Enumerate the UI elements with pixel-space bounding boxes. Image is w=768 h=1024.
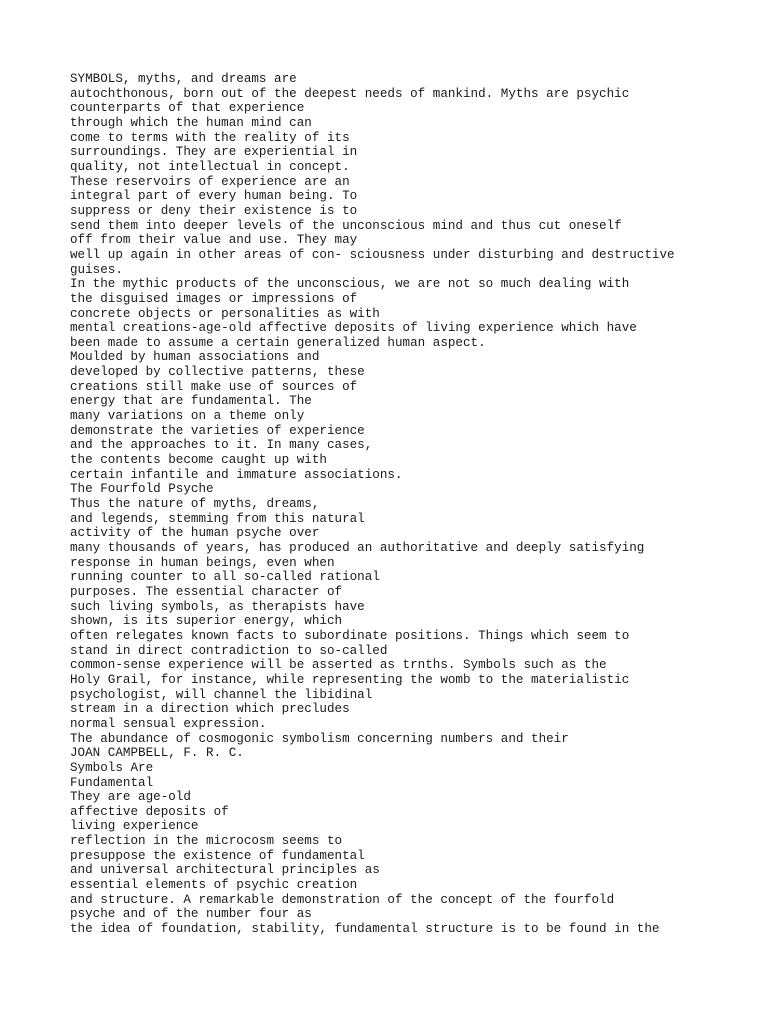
text-line: SYMBOLS, myths, and dreams are [70, 72, 297, 86]
text-line: presuppose the existence of fundamental [70, 848, 365, 863]
document-page [70, 72, 768, 937]
text-line: Thus the nature of myths, dreams, [70, 497, 320, 512]
text-line: through which the human mind can [70, 115, 312, 130]
text-line: Fundamental [70, 775, 154, 790]
text-line: JOAN CAMPBELL, F. R. C. [70, 746, 244, 761]
text-line: and universal architectural principles as [70, 863, 380, 878]
text-line: well up again in other areas of con- sciousness under disturbing and destructive [70, 247, 675, 262]
text-line: activity of the human psyche over [70, 526, 320, 541]
text-line: response in human beings, even when [70, 555, 335, 570]
text-line: the contents become caught up with [70, 453, 327, 468]
text-line: essential elements of psychic creation [70, 878, 358, 893]
text-line: These reservoirs of experience are an [70, 174, 350, 189]
text-line: energy that are fundamental. The [70, 394, 312, 409]
text-line: the idea of foundation, stability, fundamental structure is to be found in the [70, 922, 660, 937]
text-line: often relegates known facts to subordinate positions. Things which seem to [70, 628, 630, 643]
text-line: send them into deeper levels of the unconscious mind and thus cut oneself [70, 218, 622, 233]
text-line: many variations on a theme only [70, 409, 305, 424]
text-line: Holy Grail, for instance, while representing the womb to the materialistic [70, 672, 630, 687]
text-line: purposes. The essential character of [70, 584, 343, 599]
text-line: autochthonous, born out of the deepest needs of mankind. Myths are psychic [70, 86, 630, 101]
text-line: creations still make use of sources of [70, 379, 358, 394]
text-line: The Fourfold Psyche [70, 482, 214, 497]
text-line: integral part of every human being. To [70, 189, 358, 204]
text-line: reflection in the microcosm seems to [70, 834, 343, 849]
text-line: and legends, stemming from this natural [70, 511, 365, 526]
text-line: guises. [70, 262, 123, 277]
text-line: affective deposits of [70, 804, 229, 819]
text-line: shown, is its superior energy, which [70, 614, 343, 629]
text-line: counterparts of that experience [70, 101, 305, 116]
text-line: developed by collective patterns, these [70, 365, 365, 380]
text-line: living experience [70, 819, 199, 834]
text-line: certain infantile and immature associations. [70, 467, 403, 482]
text-line: mental creations-age-old affective deposits of living experience which have [70, 321, 637, 336]
text-line: off from their value and use. They may [70, 233, 358, 248]
text-line: stream in a direction which precludes [70, 702, 350, 717]
text-line: many thousands of years, has produced an authoritative and deeply satisfying [70, 541, 645, 555]
text-line: psychologist, will channel the libidinal [70, 687, 373, 702]
text-line: running counter to all so-called rational [70, 570, 380, 585]
text-line: quality, not intellectual in concept. [70, 159, 350, 174]
text-line: suppress or deny their existence is to [70, 203, 358, 218]
text-line: demonstrate the varieties of experience [70, 423, 365, 438]
text-line: and the approaches to it. In many cases, [70, 438, 373, 453]
text-line: psyche and of the number four as [70, 907, 312, 922]
text-line: normal sensual expression. [70, 716, 267, 731]
text-line: They are age-old [70, 790, 191, 805]
text-line: such living symbols, as therapists have [70, 599, 365, 614]
text-line: concrete objects or personalities as with [70, 306, 380, 321]
text-line: Symbols Are [70, 760, 154, 775]
text-line: surroundings. They are experiential in [70, 145, 358, 160]
text-line: come to terms with the reality of its [70, 130, 350, 145]
text-line: common-sense experience will be asserted as trnths. Symbols such as the [70, 658, 607, 673]
text-line: the disguised images or impressions of [70, 291, 358, 306]
text-line: and structure. A remarkable demonstration of the concept of the fourfold [70, 892, 615, 907]
text-line: In the mythic products of the unconscious, we are not so much dealing with [70, 277, 630, 292]
text-line: Moulded by human associations and [70, 350, 320, 365]
text-line: been made to assume a certain generalized human aspect. [70, 335, 486, 350]
text-line: The abundance of cosmogonic symbolism concerning numbers and their [70, 731, 569, 746]
text-line: stand in direct contradiction to so-called [70, 643, 388, 658]
